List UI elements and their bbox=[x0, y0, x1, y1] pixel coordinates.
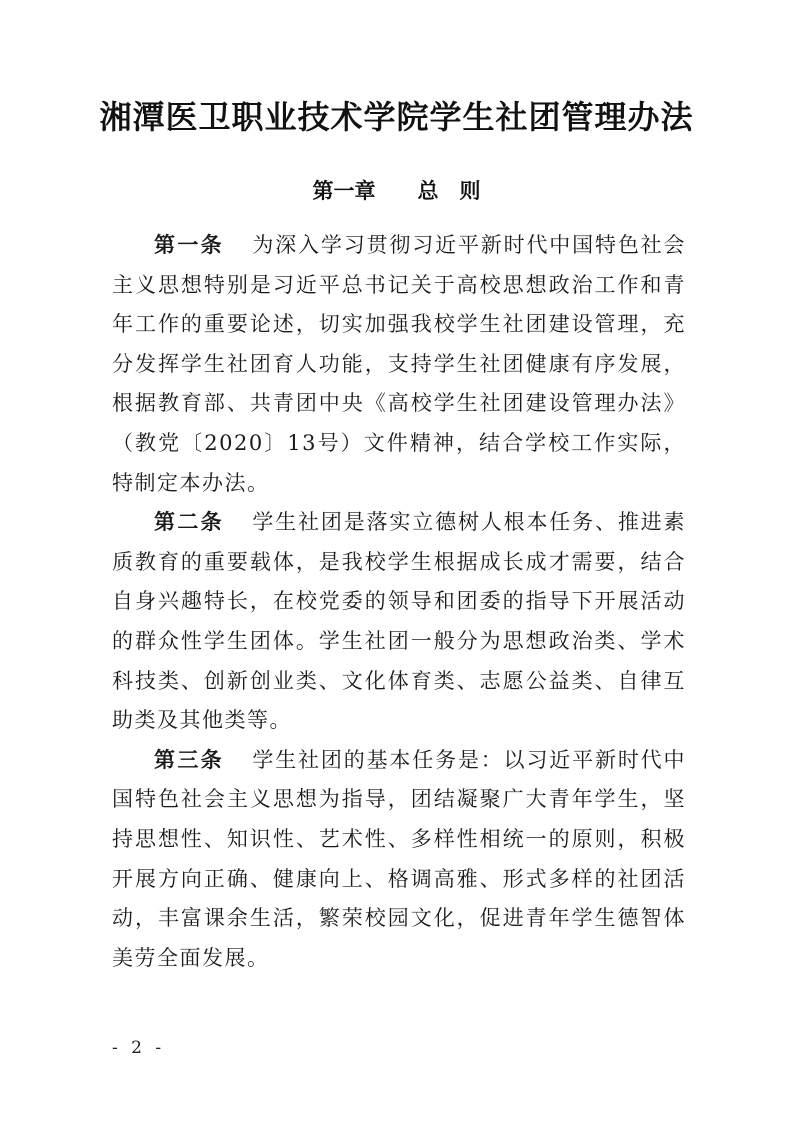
article-1 bbox=[112, 226, 686, 503]
article-text: 学生社团的基本任务是：以习近平新时代中国特色社会主义思想为指导，团结凝聚广大青年学生，坚持思想性、知识性、艺术性、多样性相统一的原则，积极开展方向正确、健康向上、格调高雅、形式多样的社团活动，丰富课余生活，繁荣校园文化，促进青年学生德智体美劳全面发展。 bbox=[112, 747, 687, 970]
article-3 bbox=[112, 741, 686, 979]
document-title: 湘潭医卫职业技术学院学生社团管理办法 bbox=[99, 98, 694, 136]
article-label: 第二条 bbox=[154, 510, 225, 535]
article-label: 第三条 bbox=[154, 747, 225, 772]
article-2 bbox=[112, 503, 686, 741]
chapter-name: 总 则 bbox=[417, 179, 481, 203]
chapter-number: 第一章 bbox=[312, 179, 376, 203]
document-body bbox=[112, 226, 686, 978]
article-label: 第一条 bbox=[154, 233, 225, 257]
article-text: 为深入学习贯彻习近平新时代中国特色社会主义思想特别是习近平总书记关于高校思想政治工作和青年工作的重要论述，切实加强我校学生社团建设管理，充分发挥学生社团育人功能，支持学生社团健康有序发展，根据教育部、共青团中央《高校学生社团建设管理办法》（教党〔2020〕13号）文件精神，结合学校工作实际，特制定本办法。 bbox=[112, 233, 687, 495]
chapter-heading bbox=[0, 175, 793, 205]
page-number: - 2 - bbox=[112, 1038, 166, 1058]
article-text: 学生社团是落实立德树人根本任务、推进素质教育的重要载体，是我校学生根据成长成才需要，结合自身兴趣特长，在校党委的领导和团委的指导下开展活动的群众性学生团体。学生社团一般分为思想政治类、学术科技类、创新创业类、文化体育类、志愿公益类、自律互助类及其他类等。 bbox=[112, 510, 687, 733]
